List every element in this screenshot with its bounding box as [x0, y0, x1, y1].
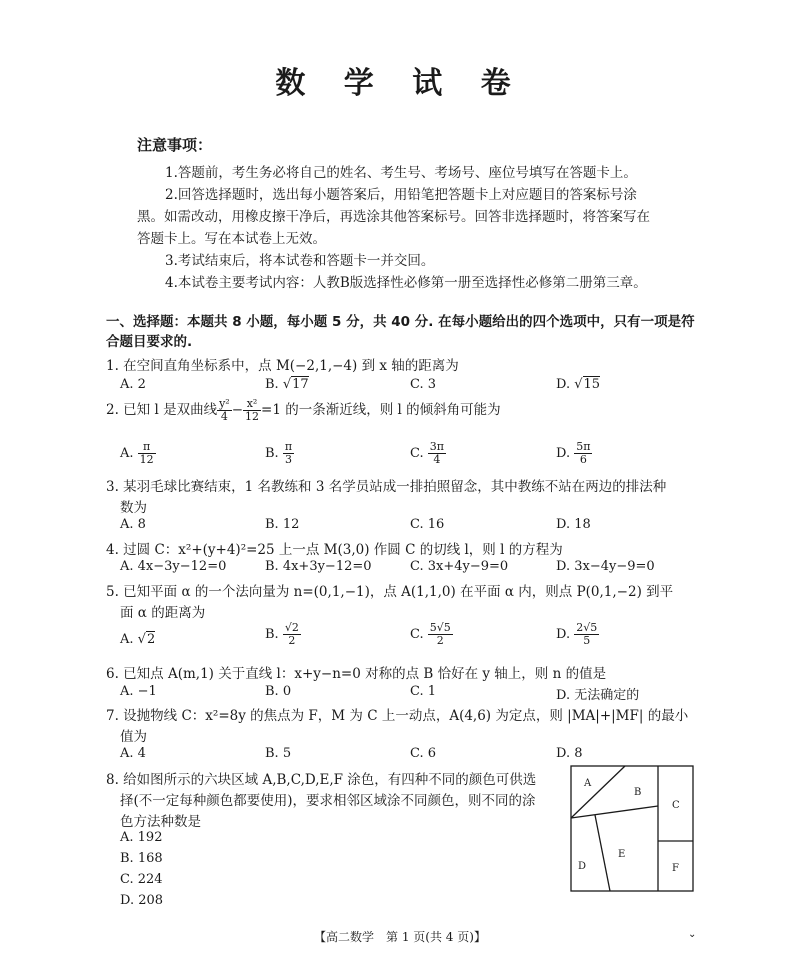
- region-label-f: F: [672, 863, 679, 874]
- notice-line-4: 答题卡上。写在本试卷上无效。: [137, 231, 326, 247]
- question-4-option-b: B. 4x+3y−12=0: [265, 559, 372, 574]
- denominator: 6: [579, 453, 587, 466]
- question-8-stem-line-1: 8. 给如图所示的六块区域 A,B,C,D,E,F 涂色，有四种不同的颜色可供选: [106, 772, 537, 788]
- question-7-stem-line-2: 值为: [120, 729, 147, 745]
- question-6-stem: 6. 已知点 A(m,1) 关于直线 l：x+y−n=0 对称的点 B 恰好在 y 轴上，则 n 的值是: [106, 666, 607, 682]
- question-7-option-d: D. 8: [556, 746, 583, 761]
- question-6-option-c: C. 1: [410, 684, 437, 699]
- question-3-option-a: A. 8: [120, 517, 146, 532]
- notice-line-1: 1.答题前，考生务必将自己的姓名、考生号、考场号、座位号填写在答题卡上。: [165, 165, 637, 181]
- question-2-option-d: [556, 441, 592, 466]
- denominator: 5: [583, 634, 591, 647]
- option-fraction: [574, 622, 599, 647]
- question-2-stem: 2. 已知 l 是双曲线 $\frac{\text{y²}}{4}$ − $\frac{\text{x²}}{12}$ =1 的一条渐近线，则 l 的倾斜角可能为: [106, 397, 501, 423]
- question-1-option-d: D. √15: [556, 377, 601, 392]
- question-3-option-d: D. 18: [556, 517, 591, 532]
- question-7-stem-line-1: 7. 设抛物线 C：x²=8y 的焦点为 F，M 为 C 上一动点，A(4,6) 为定点，则 |MA|+|MF| 的最小: [106, 708, 689, 724]
- question-8-option-d: D. 208: [120, 893, 164, 908]
- option-fraction: [283, 622, 301, 647]
- numerator: 5π: [576, 440, 591, 453]
- numerator: π: [138, 441, 156, 454]
- denominator: 12: [139, 453, 154, 466]
- option-label: B.: [265, 377, 279, 392]
- question-3-stem-line-2: 数为: [120, 500, 147, 516]
- notice-line-3: 黑。如需改动，用橡皮擦干净后，再选涂其他答案标号。回答非选择题时，将答案写在: [137, 209, 650, 225]
- region-label-a: A: [584, 778, 592, 789]
- denominator: 3: [284, 453, 292, 466]
- option-fraction: [428, 622, 453, 647]
- question-1-option-c: C. 3: [410, 377, 437, 392]
- denominator: 4: [220, 410, 228, 423]
- question-2-option-b: [265, 441, 294, 466]
- page-footer: 【高二数学 第 1 页(共 4 页)】: [314, 930, 486, 944]
- diagram-line-a-b: [571, 766, 625, 818]
- question-3-option-c: C. 16: [410, 517, 445, 532]
- option-label: C.: [410, 446, 424, 461]
- question-1-stem: 1. 在空间直角坐标系中，点 M(−2,1,−4) 到 x 轴的距离为: [106, 358, 459, 374]
- question-7-option-a: A. 4: [120, 746, 146, 761]
- section-heading: 一、选择题：本题共 8 小题，每小题 5 分，共 40 分. 在每小题给出的四个选项中，只有一项是符合题目要求的.: [106, 314, 695, 350]
- question-4-option-c: C. 3x+4y−9=0: [410, 559, 509, 574]
- question-3-stem-line-1: 3. 某羽毛球比赛结束，1 名教练和 3 名学员站成一排拍照留念，其中教练不站在两边的排法种: [106, 479, 667, 495]
- radicand: 15: [583, 377, 601, 392]
- numerator: x²: [243, 398, 261, 411]
- question-2-option-c: [410, 441, 446, 466]
- denominator: 2: [288, 634, 296, 647]
- stem-part-2: =1 的一条渐近线，则 l 的倾斜角可能为: [261, 402, 501, 418]
- option-fraction: [138, 441, 156, 466]
- question-6-option-b: B. 0: [265, 684, 292, 699]
- option-label: D.: [556, 446, 571, 461]
- question-8-option-c: C. 224: [120, 872, 163, 887]
- stem-part-1: 2. 已知 l 是双曲线: [106, 402, 218, 418]
- numerator: π: [284, 440, 293, 453]
- question-5-option-d: [556, 622, 599, 647]
- question-5-stem-line-2: 面 α 的距离为: [120, 605, 206, 621]
- option-label: A.: [120, 632, 134, 647]
- numerator: 3π: [429, 440, 444, 453]
- question-5-option-c: [410, 622, 453, 647]
- question-5-option-a: A. √2: [120, 632, 156, 647]
- option-label: B.: [265, 446, 279, 461]
- question-1-option-b: B. √17: [265, 377, 309, 392]
- denominator: 2: [436, 634, 444, 647]
- question-7-option-b: B. 5: [265, 746, 292, 761]
- region-label-e: E: [618, 849, 626, 860]
- fraction-x2-over-12: [243, 398, 261, 423]
- option-fraction: [283, 441, 294, 466]
- option-label: B.: [265, 627, 279, 642]
- question-4-option-d: D. 3x−4y−9=0: [556, 559, 655, 574]
- notice-heading: 注意事项：: [137, 136, 213, 154]
- region-label-b: B: [634, 787, 642, 798]
- corner-mark: ⌄: [688, 929, 697, 940]
- question-4-option-a: A. 4x−3y−12=0: [120, 559, 227, 574]
- question-7-option-c: C. 6: [410, 746, 437, 761]
- question-8-stem-line-3: 色方法种数是: [120, 814, 201, 830]
- radicand: 17: [292, 377, 309, 392]
- question-8-stem-line-2: 择(不一定每种颜色都要使用)，要求相邻区域涂不同颜色，则不同的涂: [120, 793, 536, 809]
- numerator: 5√5: [429, 621, 451, 634]
- numerator: 2√5: [576, 621, 598, 634]
- option-label: A.: [120, 446, 134, 461]
- question-4-stem: 4. 过圆 C：x²+(y+4)²=25 上一点 M(3,0) 作圆 C 的切线 l，则 l 的方程为: [106, 542, 563, 558]
- option-label: D.: [556, 627, 571, 642]
- option-label: C.: [410, 627, 424, 642]
- region-label-d: D: [578, 861, 587, 872]
- question-8-option-a: A. 192: [120, 830, 163, 845]
- diagram-line-d-e-top: [571, 806, 658, 818]
- question-6-option-a: A. −1: [120, 684, 157, 699]
- region-label-c: C: [672, 800, 680, 811]
- option-fraction: [574, 441, 592, 466]
- radicand: 2: [146, 632, 156, 647]
- question-3-option-b: B. 12: [265, 517, 300, 532]
- numerator: √2: [284, 621, 299, 634]
- notice-line-2: 2.回答选择题时，选出每小题答案后，用铅笔把答题卡上对应题目的答案标号涂: [165, 187, 637, 203]
- question-6-option-d: D. 无法确定的: [556, 688, 640, 703]
- question-5-stem-line-1: 5. 已知平面 α 的一个法向量为 n=(0,1,−1)，点 A(1,1,0) 在平面 α 内，则点 P(0,1,−2) 到平: [106, 584, 674, 600]
- option-label: D.: [556, 377, 571, 392]
- question-5-option-b: [265, 622, 301, 647]
- question-8-option-b: B. 168: [120, 851, 163, 866]
- diagram-line-d-e: [595, 815, 610, 891]
- page-title: 数 学 试 卷: [275, 66, 525, 101]
- numerator: y²: [219, 397, 230, 410]
- notice-line-5: 3.考试结束后，将本试卷和答题卡一并交回。: [165, 253, 435, 269]
- region-diagram: [570, 765, 694, 892]
- fraction-y2-over-4: [217, 398, 232, 423]
- denominator: 4: [433, 453, 441, 466]
- question-1-option-a: A. 2: [120, 377, 146, 392]
- denominator: 12: [245, 410, 260, 423]
- option-fraction: [428, 441, 446, 466]
- question-2-option-a: [120, 441, 156, 466]
- notice-line-6: 4.本试卷主要考试内容：人教B版选择性必修第一册至选择性必修第二册第三章。: [165, 275, 647, 291]
